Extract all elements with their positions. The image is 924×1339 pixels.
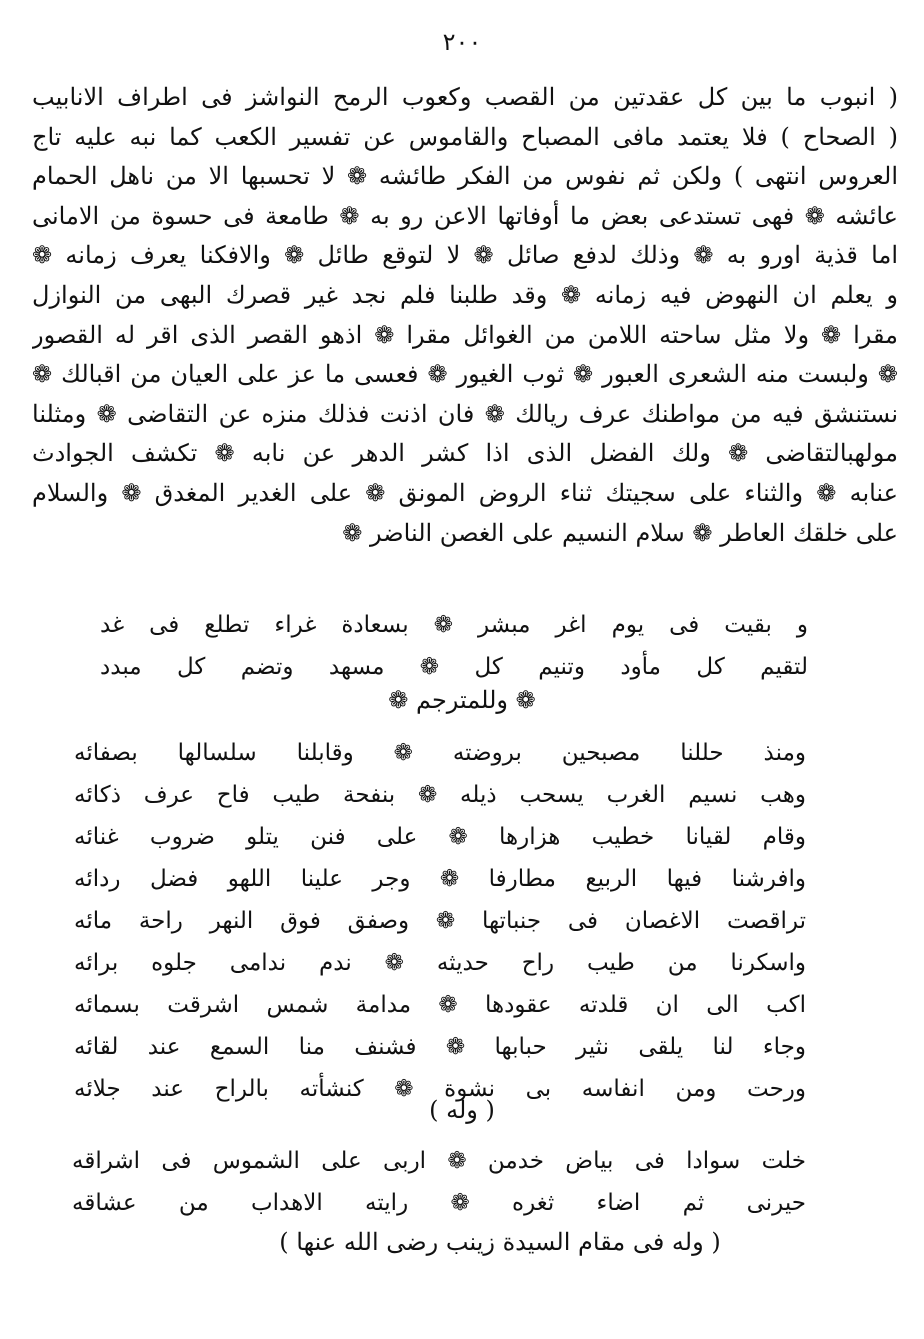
prose-line: على خلقك العاطر ❁ سلام النسيم على الغصن الناضر ❁	[342, 518, 898, 547]
verse-line: و بقيت فى يوم اغر مبشر ❁ بسعادة غراء تطلع فى غد	[100, 612, 808, 638]
verse-line: تراقصت الاغصان فى جنباتها ❁ وصفق فوق النهر راحة مائه	[74, 908, 806, 934]
prose-line: ( الصحاح ) فلا يعتمد مافى المصباح والقاموس عن تفسير الكعب كما نبه عليه تاج	[32, 122, 898, 151]
verse-line: خلت سوادا فى بياض خدمن ❁ اربى على الشموس فى اشراقه	[72, 1148, 806, 1174]
section-heading: ❁ وللمترجم ❁	[388, 686, 536, 714]
prose-paragraph	[32, 78, 898, 553]
verse-line: ورحت ومن انفاسه بى نشوة ❁ كنشأته بالراح عند جلائه	[74, 1076, 806, 1102]
poem-verses-2	[0, 732, 924, 1110]
verse-line: وقام لقيانا خطيب هزارها ❁ على فنن يتلو ضروب غنائه	[74, 824, 806, 850]
prose-line: مولهبالتقاضى ❁ ولك الفضل الذى اذا كشر الدهر عن نابه ❁ تكشف الجوادث	[32, 439, 898, 468]
prose-line: اما قذية اورو به ❁ وذلك لدفع صائل ❁ لا لتوقع طائل ❁ والافكنا يعرف زمانه ❁	[32, 241, 898, 270]
verse-line: وهب نسيم الغرب يسحب ذيله ❁ بنفحة طيب فاح عرف ذكائه	[74, 782, 806, 808]
prose-line: ( انبوب ما بين كل عقدتين من القصب وكعوب الرمح النواشز فى اطراف الانابيب	[32, 83, 898, 111]
prose-line: عنابه ❁ والثناء على سجيتك ثناء الروض المونق ❁ على الغدير المغدق ❁ والسلام	[32, 478, 898, 507]
poem-verses-3	[0, 1140, 924, 1224]
verse-line: اكب الى ان قلدته عقودها ❁ مدامة شمس اشرقت بسمائه	[74, 992, 806, 1018]
verse-line: وافرشنا فيها الربيع مطارفا ❁ وجر علينا اللهو فضل ردائه	[74, 866, 806, 892]
section-heading: ( وله )	[429, 1096, 495, 1124]
prose-line: عائشه ❁ فهى تستدعى بعض ما أوفاتها الاعن رو به ❁ طامعة فى حسوة من الامانى	[32, 201, 898, 230]
verse-line: ومنذ حللنا مصبحين بروضته ❁ وقابلنا سلسالها بصفائه	[74, 740, 806, 766]
page-number: ٢٠٠	[442, 28, 482, 56]
prose-line: نستنشق فيه من مواطنك عرف ريالك ❁ فان اذنت فذلك منزه عن التقاضى ❁ ومثلنا	[32, 399, 898, 428]
poem-verses-1	[0, 604, 924, 688]
section-heading: ( وله فى مقام السيدة زينب رضى الله عنها )	[279, 1228, 721, 1256]
prose-line: العروس انتهى ) ولكن ثم نفوس من الفكر طائشه ❁ لا تحسبها الا من ناهل الحمام	[32, 162, 898, 191]
prose-line: ❁ ولبست منه الشعرى العبور ❁ ثوب الغيور ❁ فعسى ما عز على العيان من اقبالك ❁	[32, 360, 898, 389]
verse-line: لتقيم كل مأود وتنيم كل ❁ مسهد وتضم كل مبدد	[100, 654, 808, 680]
verse-line: وجاء لنا يلقى نثير حبابها ❁ فشنف منا السمع عند لقائه	[74, 1034, 806, 1060]
prose-line: مقرا ❁ ولا مثل ساحته اللامن من الغوائل مقرا ❁ اذهو القصر الذى اقر له القصور	[32, 320, 898, 349]
prose-line: و يعلم ان النهوض فيه زمانه ❁ وقد طلبنا فلم نجد غير قصرك البهى من النوازل	[32, 280, 898, 309]
verse-line: حيرنى ثم اضاء ثغره ❁ رايته الاهداب من عشاقه	[72, 1190, 806, 1216]
verse-line: واسكرنا من طيب راح حديثه ❁ ندم ندامى جلوه برائه	[74, 950, 806, 976]
